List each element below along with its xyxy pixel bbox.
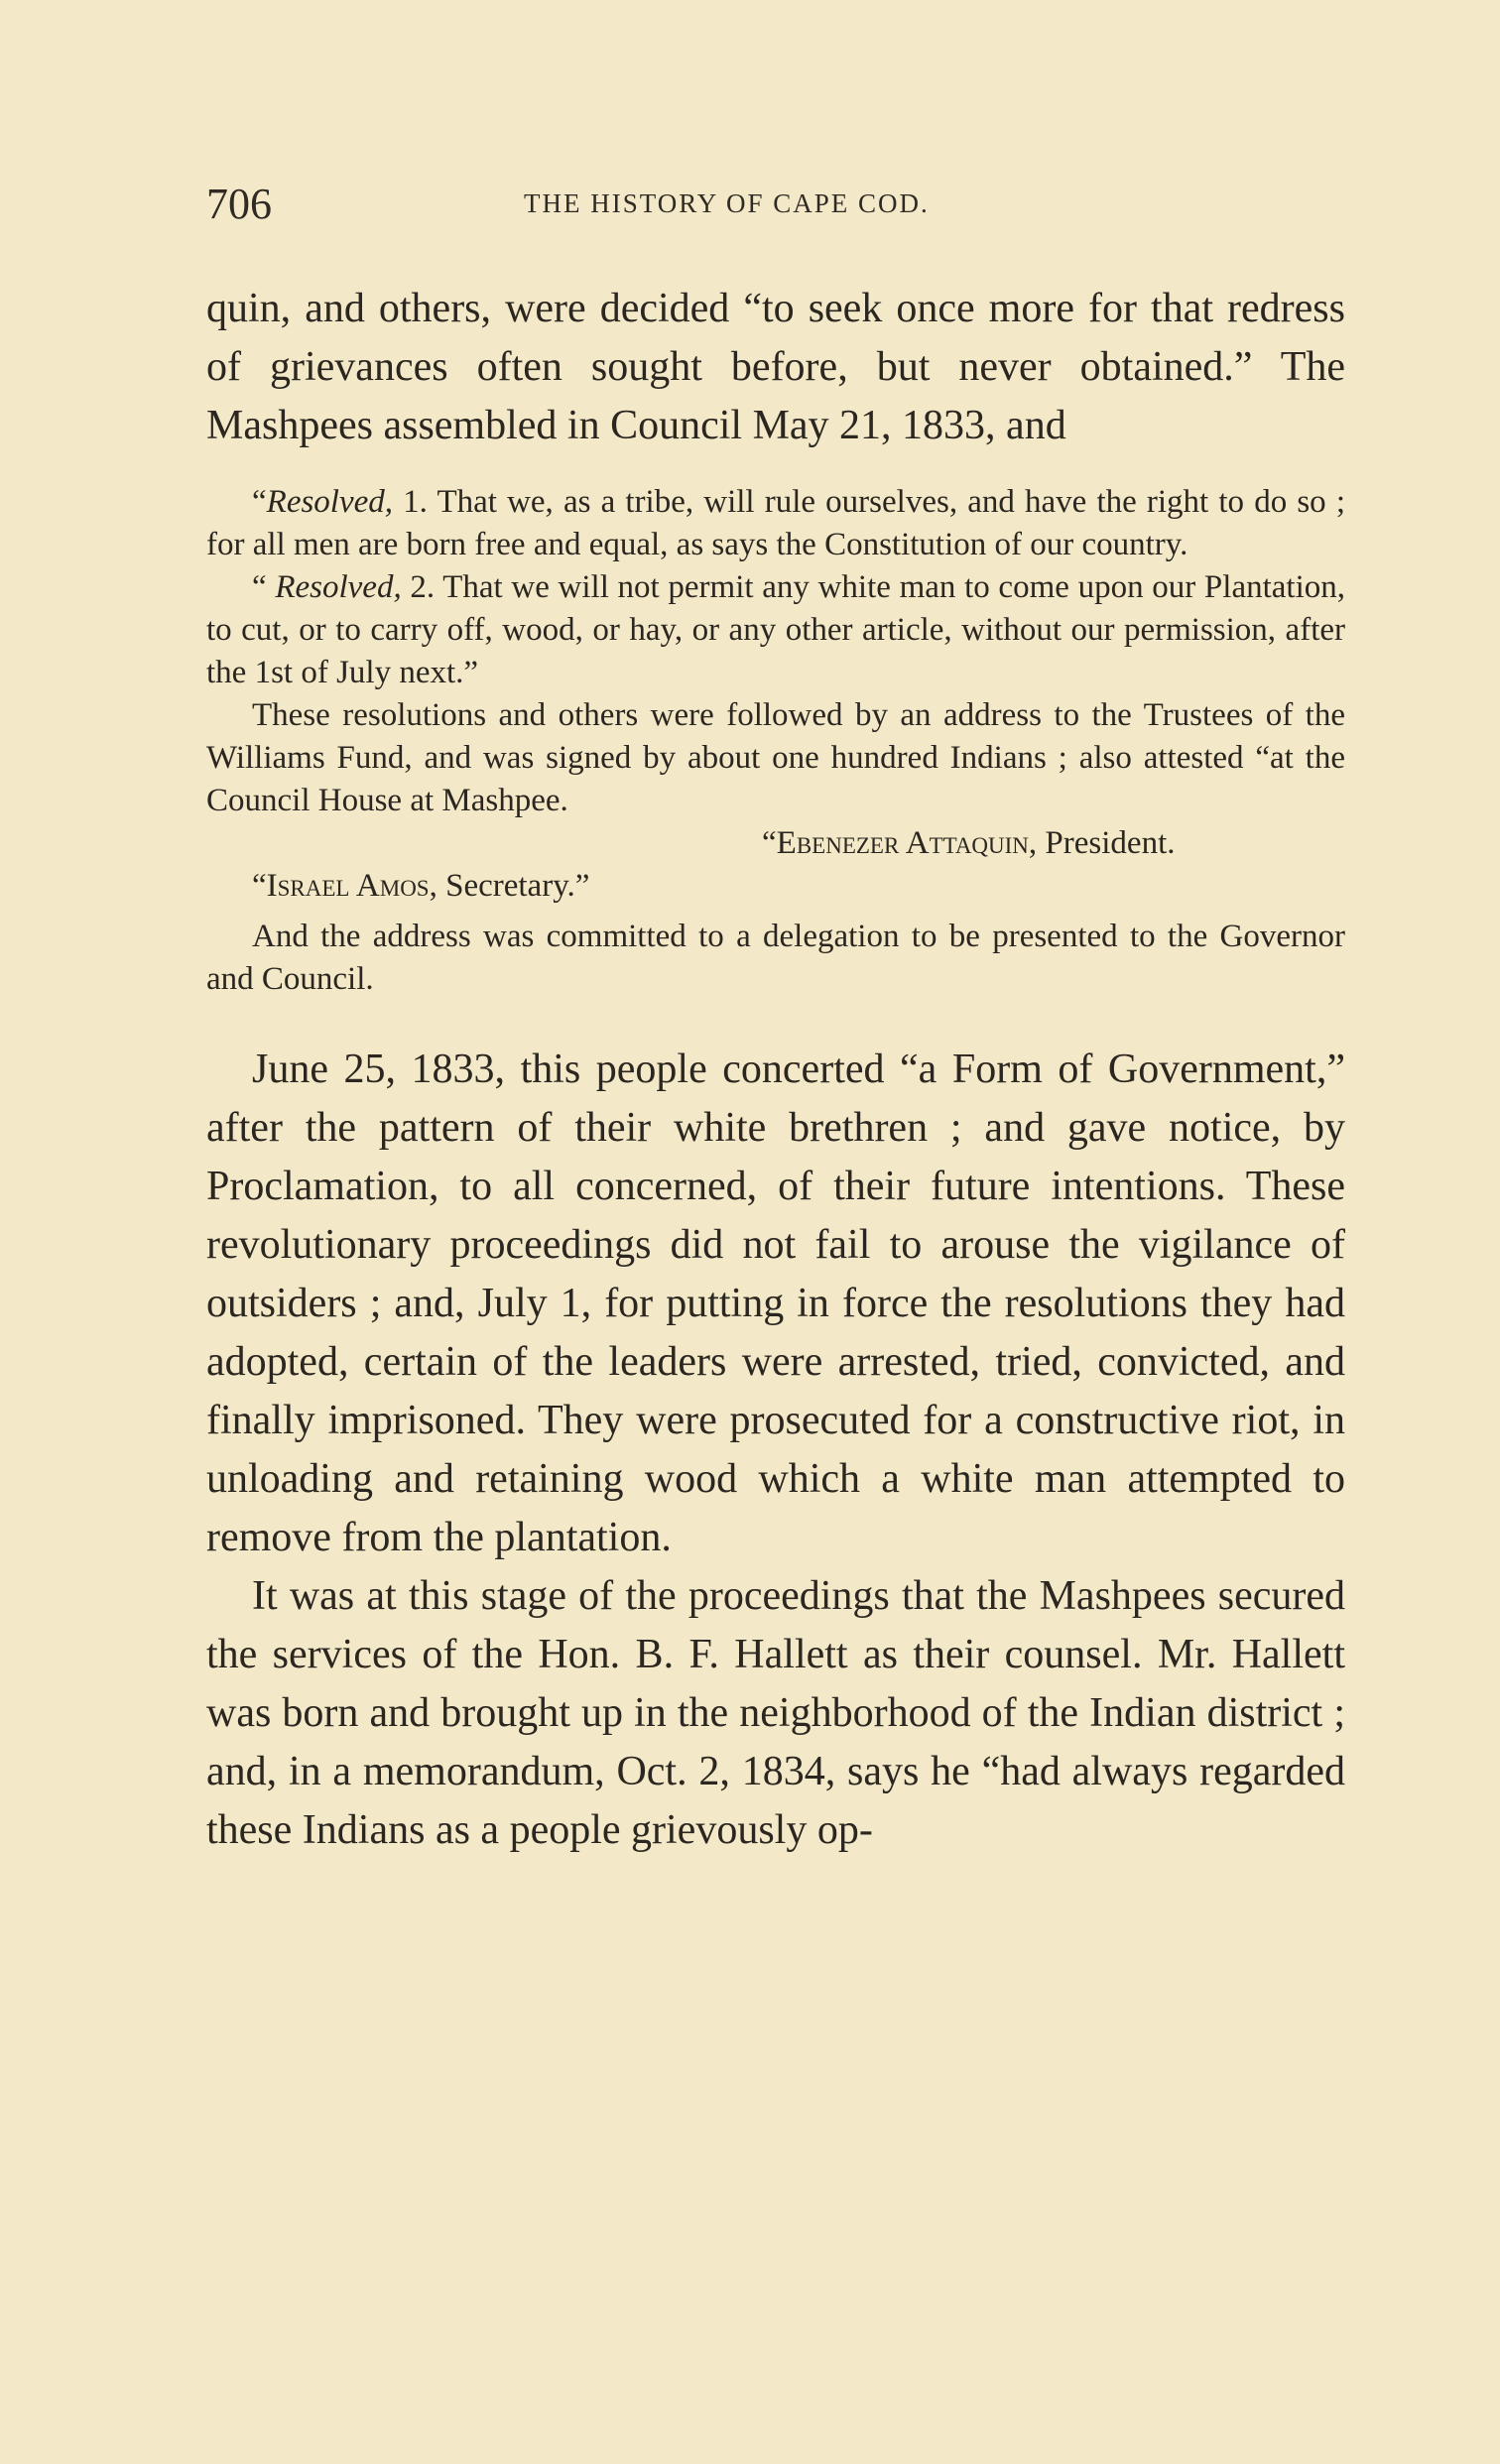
resolution-2-quote-mark: “: [252, 569, 276, 605]
resolution-2-text: 2. That we will not permit any white man to come upon our Plantation, to cut, or to carry off, wood, or hay, or any other article, without our permission, after the 1st of July next.”: [206, 569, 1345, 690]
page-number: 706: [206, 180, 272, 228]
running-head: THE HISTORY OF CAPE COD.: [524, 188, 930, 218]
resolution-1-text: 1. That we, as a tribe, will rule ourselves, and have the right to do so ; for all men are born free and equal, as says the Constitution of our country.: [206, 484, 1345, 562]
signature-president-name: Ebenezer Attaquin: [776, 825, 1029, 861]
paragraph-2: June 25, 1833, this people concerted “a Form of Government,” after the pattern of their white brethren ; and gave notice, by Proclamation, to all concerned, of their future intentions. These revolutionary proceedings did not fail to arouse the vigilance of outsiders ; and, July 1, for putting in force the resolutions they had adopted, certain of the leaders were arrested, tried, convicted, and finally imprisoned. They were prosecuted for a constructive riot, in unloading and retaining wood which a white man attempted to remove from the plantation.: [206, 1047, 1345, 1560]
signature-president-quote-mark: “: [762, 825, 777, 861]
resolution-1: [206, 481, 1345, 566]
resolution-2-label: Resolved,: [275, 569, 402, 605]
page-header: [206, 179, 1345, 238]
address-note: These resolutions and others were followed by an address to the Trustees of the Williams Fund, and was signed by about one hundred Indians ; also attested “at the Council House at Mashpee.: [206, 697, 1345, 818]
signature-secretary-quote-mark: “: [252, 868, 267, 904]
signature-secretary-title: , Secretary.”: [429, 868, 590, 904]
page-content: [206, 280, 1345, 1860]
resolution-1-quote-mark: “: [252, 484, 267, 520]
spacer: [206, 908, 1345, 916]
delegation-note: And the address was committed to a delegation to be presented to the Governor and Council.: [206, 919, 1345, 997]
paragraph-3: It was at this stage of the proceedings that the Mashpees secured the services of the Hon. B. F. Hallett as their counsel. Mr. Hallett was born and brought up in the neighborhood of the Indian district ; and, in a memorandum, Oct. 2, 1834, says he “had always regarded these Indians as a people grievously op-: [206, 1573, 1345, 1853]
resolution-1-label: Resolved,: [266, 484, 394, 520]
resolution-2: [206, 566, 1345, 694]
resolutions-block: [206, 481, 1345, 1001]
signature-secretary-name: Israel Amos: [266, 868, 430, 904]
signature-secretary: [206, 865, 1345, 908]
signature-president: [762, 822, 1345, 865]
signature-president-title: , President.: [1028, 825, 1176, 861]
paragraph-1: quin, and others, were decided “to seek once more for that redress of grievances often sought before, but never obtained.” The Mashpees assembled in Council May 21, 1833, and: [206, 286, 1345, 448]
